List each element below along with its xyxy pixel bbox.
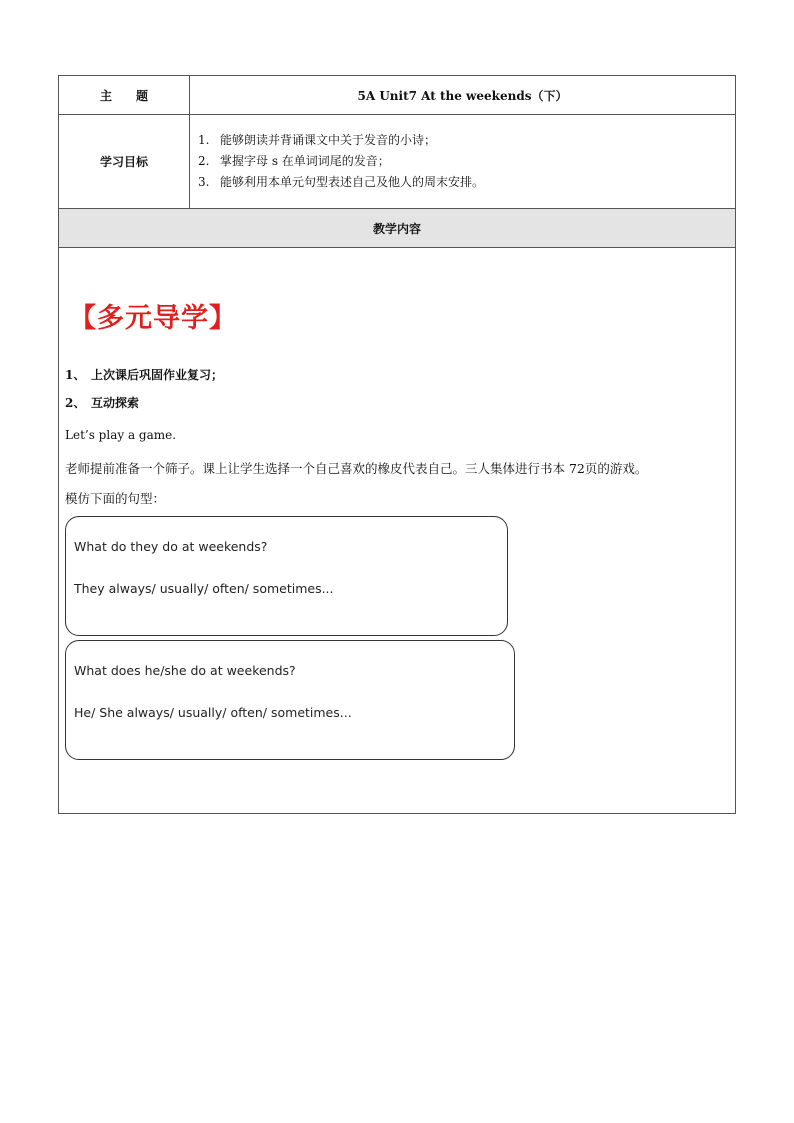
step-text: 互动探索	[91, 396, 140, 410]
goals-label: 学习目标	[59, 115, 190, 209]
content-area	[59, 248, 735, 813]
sentence-box-1	[65, 516, 508, 636]
box-question: What does he/she do at weekends?	[74, 663, 296, 678]
goal-text: 掌握字母 s 在单词词尾的发音；	[220, 154, 390, 168]
content-cell	[59, 248, 736, 814]
goal-item	[198, 151, 735, 172]
goals-cell	[190, 115, 736, 209]
step-item	[65, 366, 223, 383]
content-header-row	[59, 209, 736, 248]
box-answer: They always/ usually/ often/ sometimes...	[74, 581, 334, 596]
lets-play-text: Let’s play a game.	[65, 428, 177, 442]
topic-row	[59, 76, 736, 115]
step-number: 2、	[65, 396, 86, 410]
goals-list	[190, 130, 735, 193]
imitate-text: 模仿下面的句型：	[65, 491, 166, 506]
lesson-plan-table	[58, 75, 736, 814]
goal-text: 能够利用本单元句型表述自己及他人的周末安排。	[220, 175, 485, 189]
box-answer: He/ She always/ usually/ often/ sometimes...	[74, 705, 352, 720]
goal-number: 3.	[198, 175, 210, 189]
step-number: 1、	[65, 368, 86, 382]
section-title: 【多元导学】	[69, 303, 237, 334]
goal-item	[198, 130, 735, 151]
step-text: 上次课后巩固作业复习；	[91, 368, 224, 382]
topic-value: 5A Unit7 At the weekends（下）	[190, 76, 736, 115]
step-item	[65, 394, 139, 411]
goal-number: 1.	[198, 133, 210, 147]
content-header: 教学内容	[59, 209, 736, 248]
sentence-box-2	[65, 640, 515, 760]
box-question: What do they do at weekends?	[74, 539, 268, 554]
instruction-text: 老师提前准备一个筛子。课上让学生选择一个自己喜欢的橡皮代表自己。三人集体进行书本 72页的游戏。	[65, 461, 648, 476]
content-row	[59, 248, 736, 814]
goal-text: 能够朗读并背诵课文中关于发音的小诗；	[220, 133, 437, 147]
goals-row	[59, 115, 736, 209]
topic-label: 主 题	[59, 76, 190, 115]
goal-item	[198, 172, 735, 193]
goal-number: 2.	[198, 154, 210, 168]
